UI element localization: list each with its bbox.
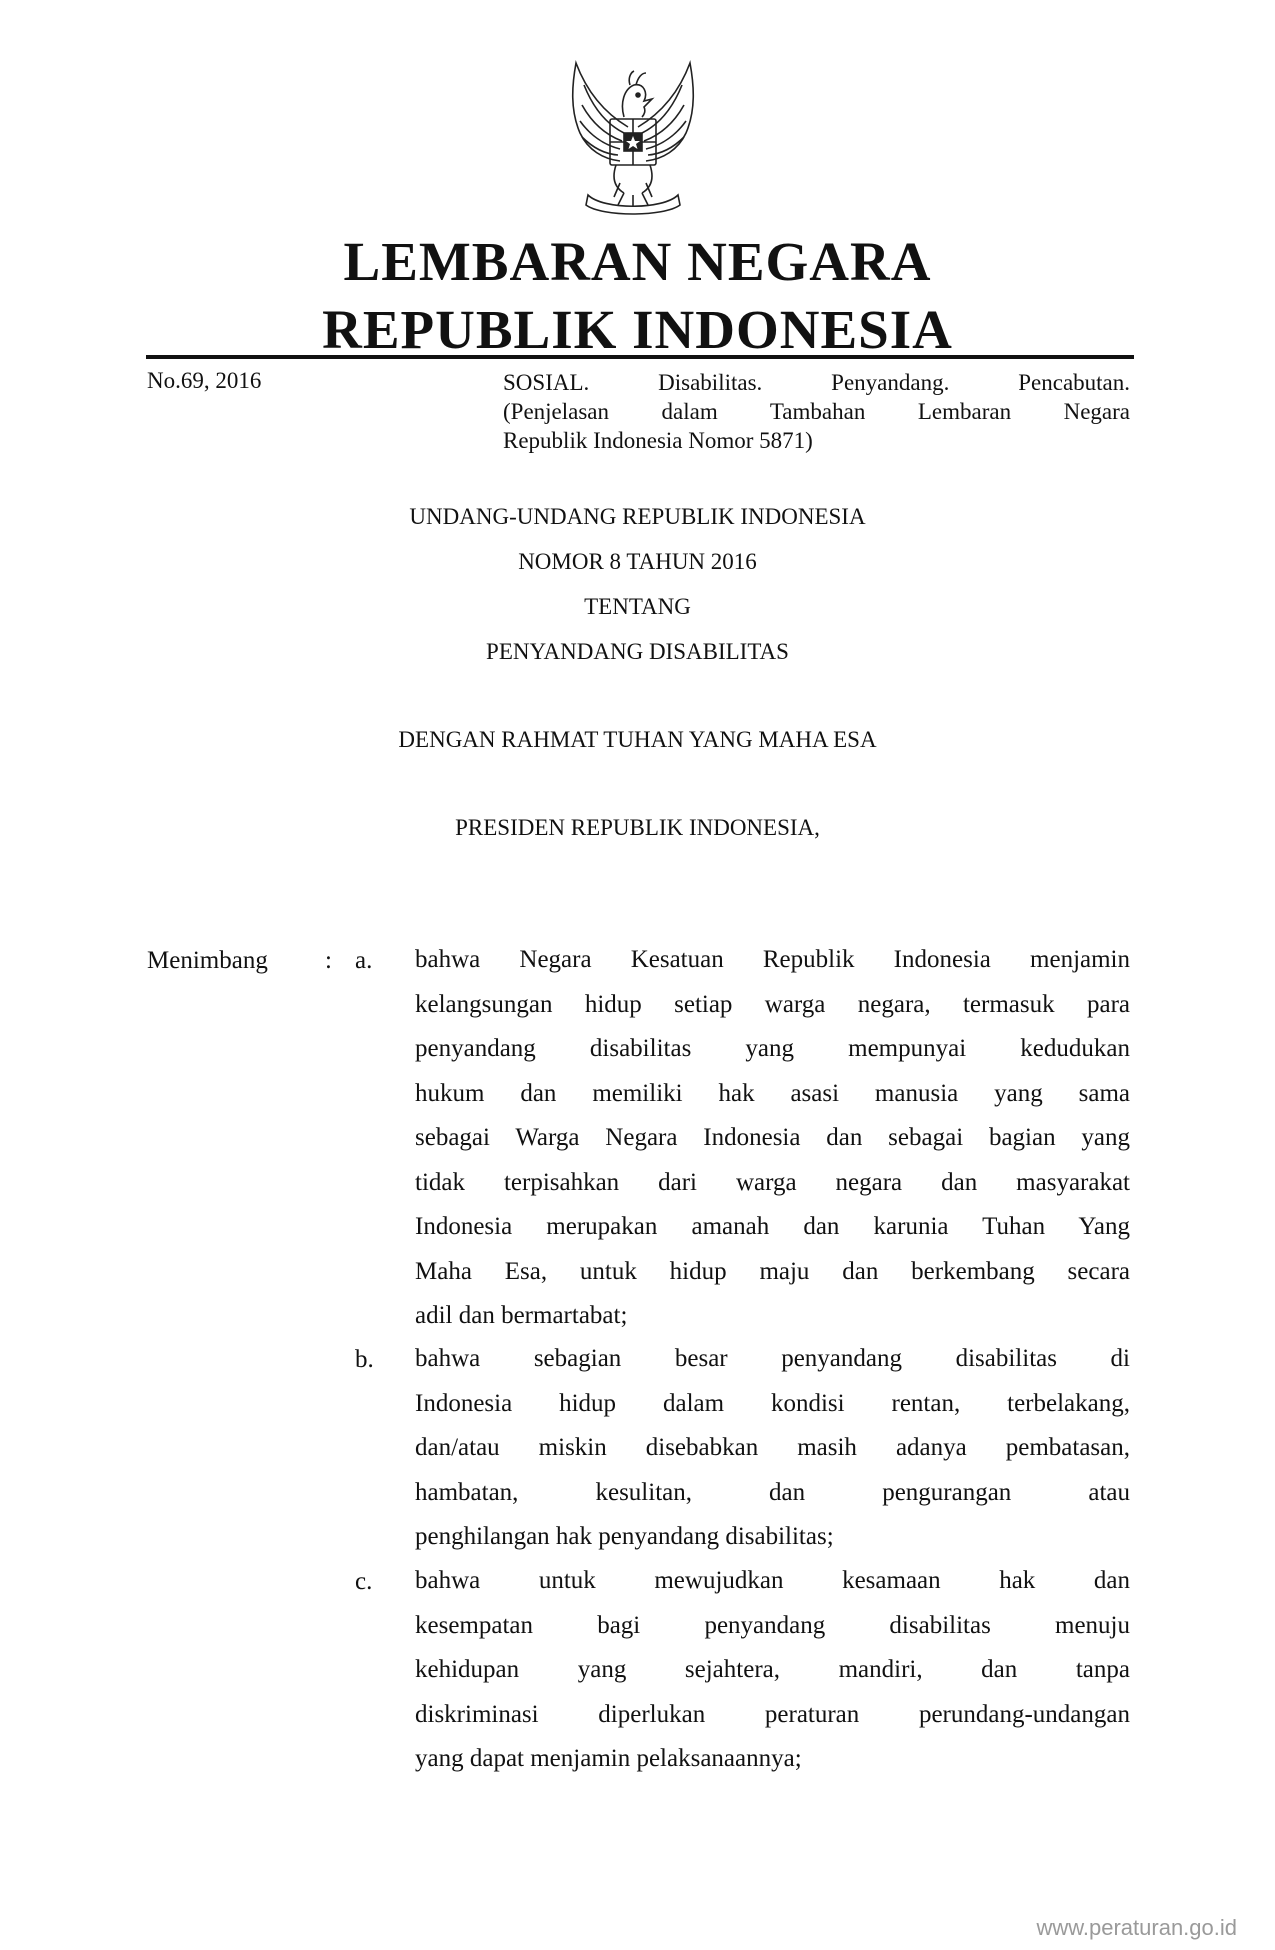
item-text-c: [415, 1559, 1130, 1782]
item-line: hambatan, kesulitan, dan pengurangan atau: [415, 1478, 1130, 1506]
gazette-title-line1: LEMBARAN NEGARA: [343, 231, 932, 292]
item-line: Indonesia hidup dalam kondisi rentan, terbelakang,: [415, 1389, 1130, 1417]
item-line: tidak terpisahkan dari warga negara dan masyarakat: [415, 1168, 1130, 1196]
item-line: bahwa untuk mewujudkan kesamaan hak dan: [415, 1567, 1130, 1594]
item-line: penghilangan hak penyandang disabilitas;: [415, 1523, 834, 1550]
item-line: bahwa sebagian besar penyandang disabilitas di: [415, 1345, 1130, 1372]
item-line: penyandang disabilitas yang mempunyai kedudukan: [415, 1035, 1130, 1062]
item-line: kesempatan bagi penyandang disabilitas menuju: [415, 1611, 1130, 1639]
item-marker-c: c.: [355, 1568, 373, 1595]
menimbang-label: Menimbang: [147, 947, 268, 974]
item-line: yang dapat menjamin pelaksanaannya;: [415, 1745, 802, 1772]
item-line: bahwa Negara Kesatuan Republik Indonesia menjamin: [415, 946, 1130, 973]
gazette-title-line2: REPUBLIK INDONESIA: [322, 299, 953, 360]
item-text-a: [415, 938, 1130, 1339]
item-line: sebagai Warga Negara Indonesia dan sebagai bagian yang: [415, 1124, 1130, 1151]
item-marker-a: a.: [355, 947, 373, 974]
menimbang-colon: :: [325, 947, 332, 974]
law-subject: PENYANDANG DISABILITAS: [486, 639, 789, 664]
header-divider: [146, 355, 1134, 359]
item-line: adil dan bermartabat;: [415, 1302, 628, 1329]
item-text-b: [415, 1337, 1130, 1560]
garuda-emblem-icon: [558, 55, 708, 220]
item-line: Indonesia merupakan amanah dan karunia Tuhan Yang: [415, 1213, 1130, 1240]
item-line: kelangsungan hidup setiap warga negara, termasuk para: [415, 990, 1130, 1018]
law-title: UNDANG-UNDANG REPUBLIK INDONESIA: [409, 504, 866, 529]
subject-line: Republik Indonesia Nomor 5871): [503, 428, 813, 453]
footer-url: www.peraturan.go.id: [1036, 1915, 1237, 1940]
item-marker-b: b.: [355, 1346, 374, 1373]
law-number: NOMOR 8 TAHUN 2016: [518, 549, 757, 574]
president-line: PRESIDEN REPUBLIK INDONESIA,: [455, 815, 820, 840]
item-line: kehidupan yang sejahtera, mandiri, dan tanpa: [415, 1656, 1130, 1683]
subject-line: (Penjelasan dalam Tambahan Lembaran Negara: [503, 399, 1130, 424]
gazette-number: No.69, 2016: [147, 368, 262, 393]
law-tentang: TENTANG: [584, 594, 691, 619]
subject-line: SOSIAL. Disabilitas. Penyandang. Pencabutan.: [503, 370, 1130, 395]
item-line: dan/atau miskin disebabkan masih adanya pembatasan,: [415, 1434, 1130, 1461]
item-line: Maha Esa, untuk hidup maju dan berkembang secara: [415, 1257, 1130, 1285]
blessing-line: DENGAN RAHMAT TUHAN YANG MAHA ESA: [398, 727, 877, 752]
item-line: hukum dan memiliki hak asasi manusia yang sama: [415, 1079, 1130, 1107]
item-line: diskriminasi diperlukan peraturan perundang-undangan: [415, 1700, 1130, 1728]
gazette-subject: [503, 368, 1130, 455]
